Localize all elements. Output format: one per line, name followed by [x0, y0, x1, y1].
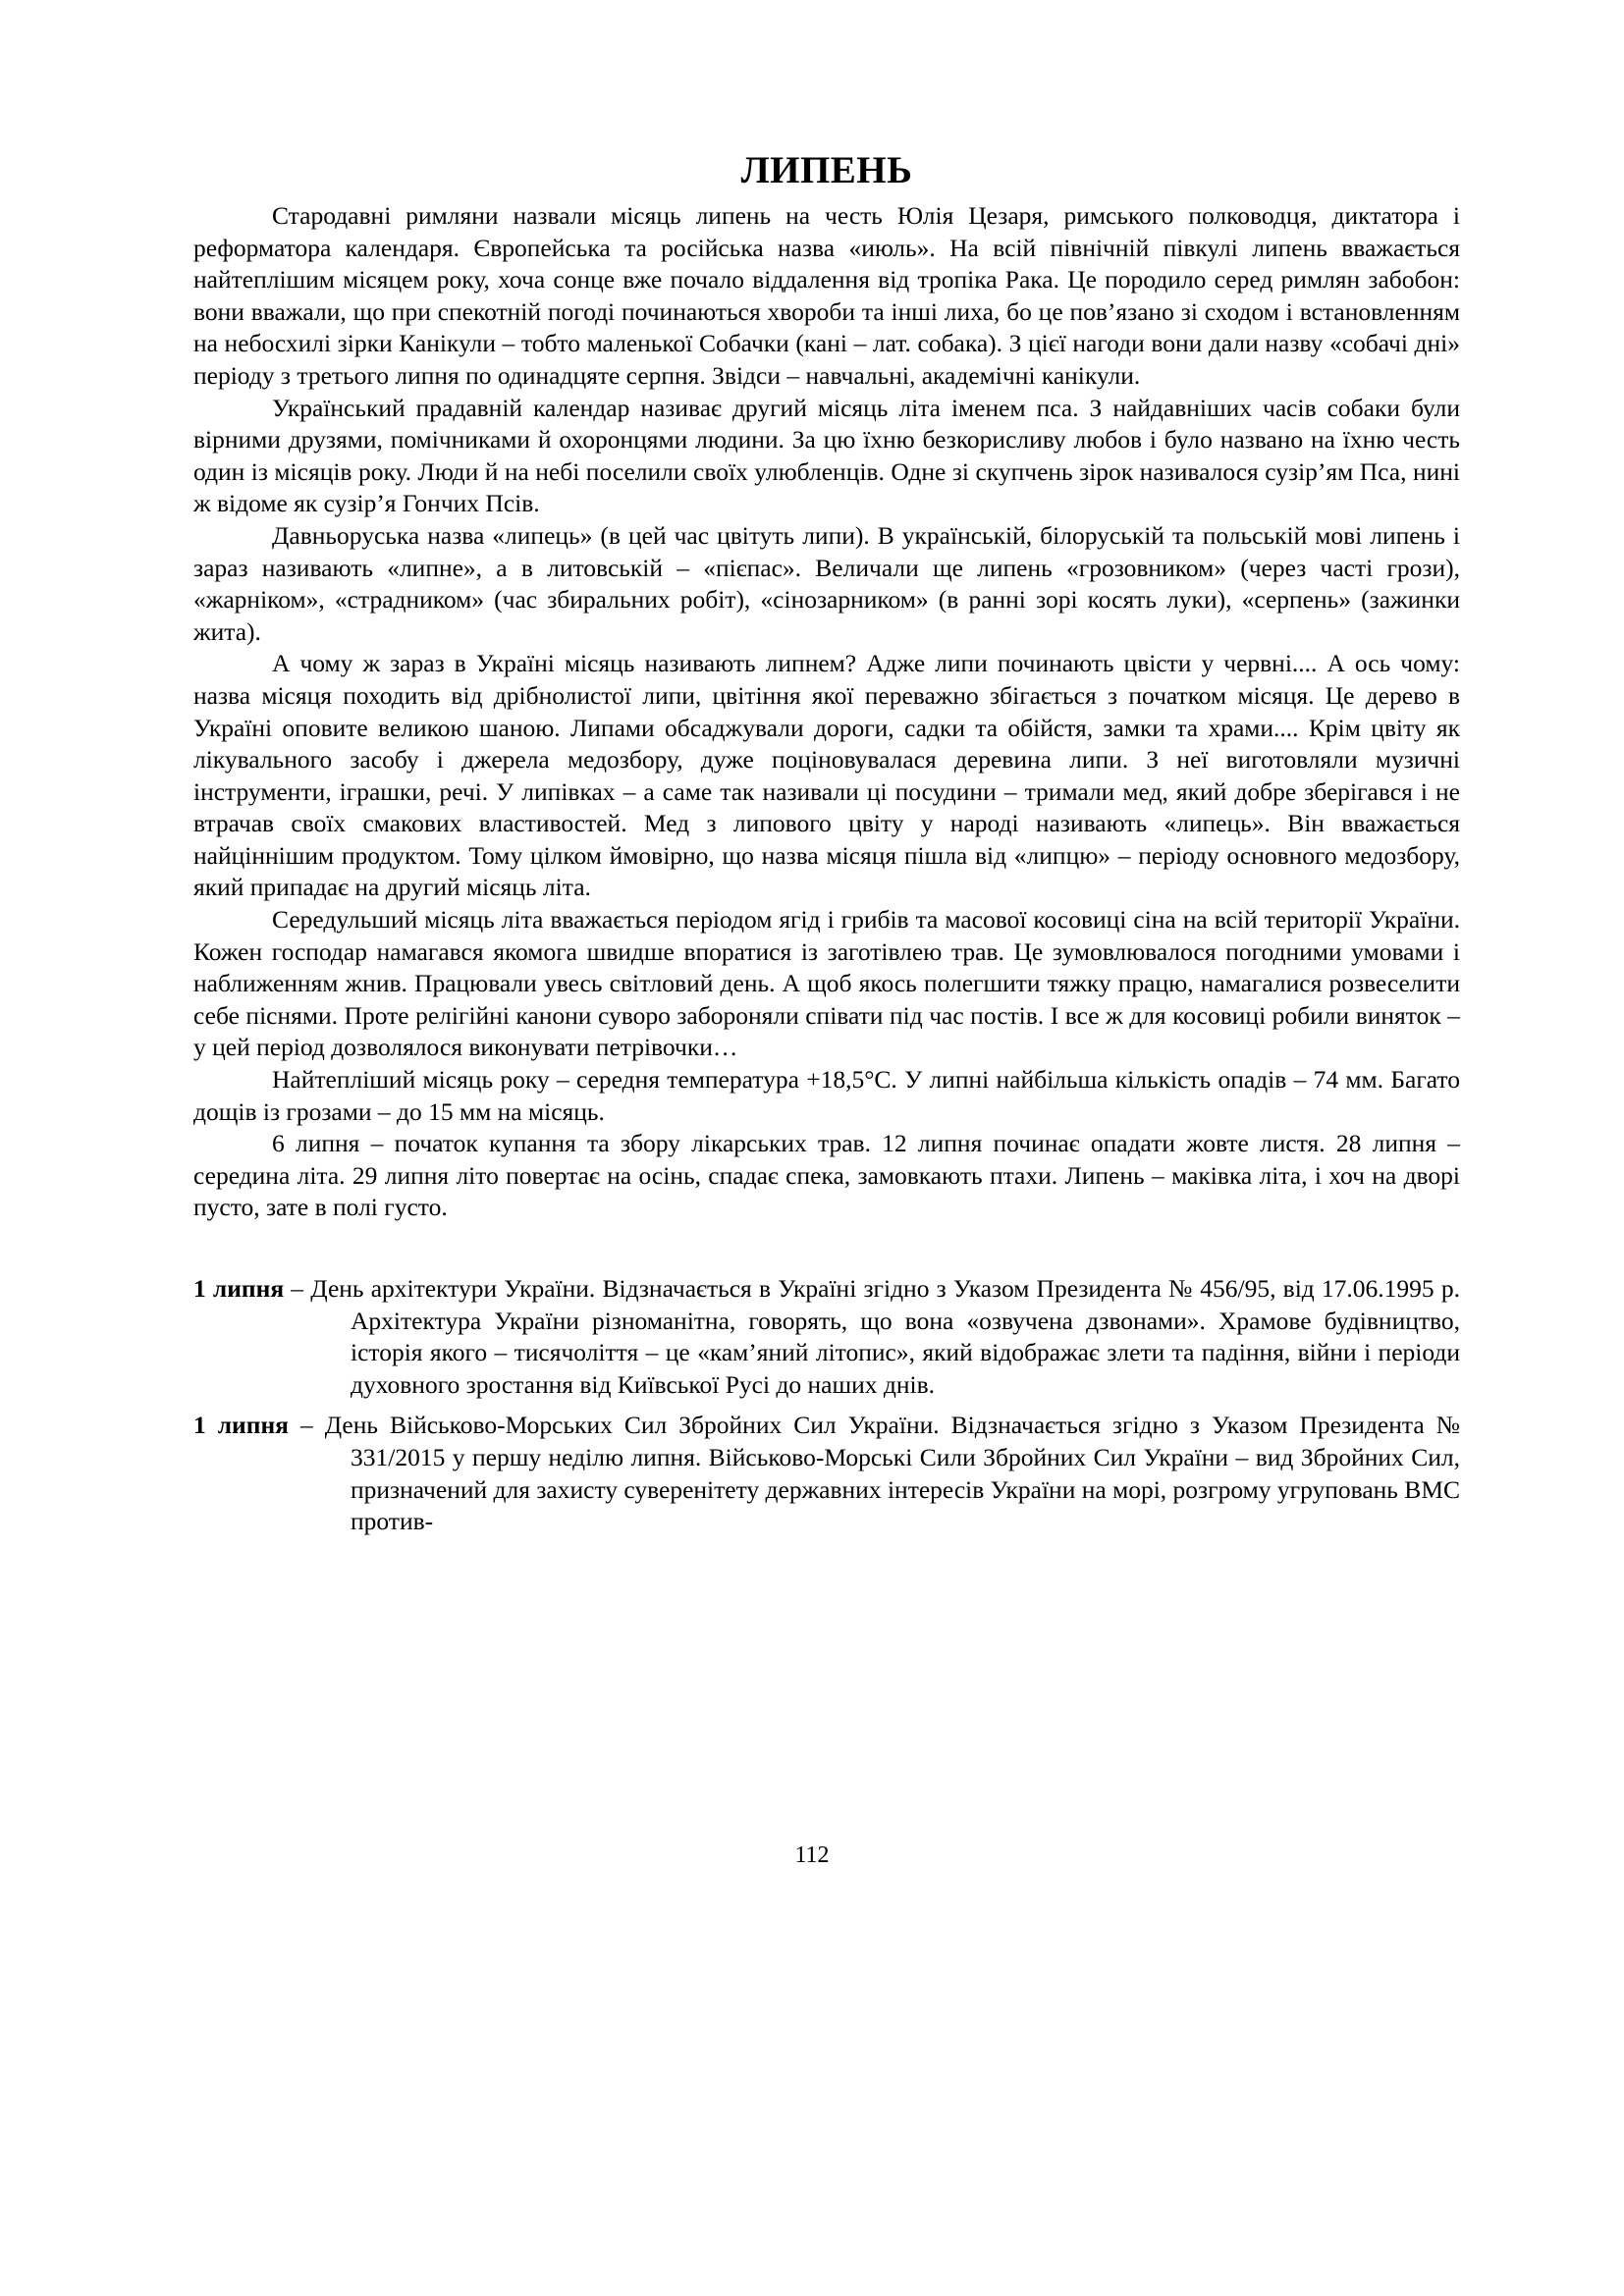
event-text: – День архітектури України. Відзначається в Україні згідно з Указом Президента № 456/95, від 17.06.1995 р. Архітектура України різноманітна, говорять, що вона «озвучена дзвонами». Храмове будівництво, історія якого – тисячоліття – це «кам’яний літопис», який відображає злети та падіння, війни і періоди духовного зростання від Київської Русі до наших днів.: [284, 1274, 1460, 1399]
event-date: 1 липня: [193, 1274, 285, 1303]
intro-paragraph: А чому ж зараз в Україні місяць називають липнем? Адже липи починають цвісти у червні.... А ось чому: назва місяця походить від дрібнолистої липи, цвітіння якої переважно збігається з початком місяця. Це дерево в Україні оповите великою шаною. Липами обсаджували дороги, садки та обійстя, замки та храми.... Крім цвіту як лікувального засобу і джерела медозбору, дуже поціновувалася деревина липи. З неї виготовляли музичні інструменти, іграшки, речі. У липівках – а саме так називали ці посудини – тримали мед, який добре зберігався і не втрачав своїх смакових властивостей. Мед з липового цвіту у народі називають «липець». Він вважається найціннішим продуктом. Тому цілком ймовірно, що назва місяця пішла від «липцю» – періоду основного медозбору, який припадає на другий місяць літа.: [193, 649, 1460, 902]
event-entry: [193, 1273, 1460, 1401]
intro-paragraph: Стародавні римляни назвали місяць липень на честь Юлія Цезаря, римського полководця, диктатора і реформатора календаря. Європейська та російська назва «июль». На всій північній півкулі липень вважається найтеплішим місяцем року, хоча сонце вже почало віддалення від тропіка Рака. Це породило серед римлян забобон: вони вважали, що при спекотній погоді починаються хвороби та інші лиха, бо це пов’язано зі сходом і встановленням на небосхилі зірки Канікули – тобто маленької Собачки (кані – лат. собака). З цієї нагоди вони дали назву «собачі дні» періоду з третього липня по одинадцяте серпня. Звідси – навчальні, академічні канікули.: [193, 201, 1460, 390]
event-text: – День Військово-Морських Сил Збройних Сил України. Відзначається згідно з Указом Президента № 331/2015 у першу неділю липня. Військово-Морські Сили Збройних Сил України – вид Збройних Сил, призначений для захисту суверенітету державних інтересів України на морі, розгрому угруповань ВМС против-: [288, 1411, 1460, 1536]
intro-paragraph: Український прадавній календар називає другий місяць літа іменем пса. З найдавніших часів собаки були вірними друзями, помічниками й охоронцями людини. За цю їхню безкорисливу любов і було названо на їхню честь один із місяців року. Люди й на небі поселили своїх улюбленців. Одне зі скупчень зірок називалося сузір’ям Пса, нині ж відоме як сузір’я Гончих Псів.: [193, 393, 1460, 518]
intro-paragraph: Найтепліший місяць року – середня температура +18,5°С. У липні найбільша кількість опадів – 74 мм. Багато дощів із грозами – до 15 мм на місяць.: [193, 1065, 1460, 1126]
intro-section: [193, 200, 1460, 1224]
intro-paragraph: Давньоруська назва «липець» (в цей час цвітуть липи). В українській, білоруській та польській мові липень і зараз називають «липне», а в литовській – «пієпас». Величали ще липень «грозовником» (через часті грози), «жарніком», «страдником» (час збиральних робіт), «сінозарником» (в ранні зорі косять луки), «серпень» (зажинки жита).: [193, 520, 1460, 646]
page-number: 112: [794, 1842, 830, 1868]
intro-paragraph: Середульший місяць літа вважається періодом ягід і грибів та масової косовиці сіна на всій території України. Кожен господар намагався якомога швидше впоратися із заготівлею трав. Це зумовлювалося погодними умовами і наближенням жнив. Працювали увесь світловий день. А щоб якось полегшити тяжку працю, намагалися розвеселити себе піснями. Проте релігійні канони суворо забороняли співати під час постів. І все ж для косовиці робили виняток – у цей період дозволялося виконувати петрівочки…: [193, 905, 1460, 1062]
event-date: 1 липня: [193, 1411, 289, 1440]
events-list: [193, 1273, 1460, 1538]
intro-paragraph: 6 липня – початок купання та збору лікарських трав. 12 липня починає опадати жовте листя. 28 липня – середина літа. 29 липня літо повертає на осінь, спадає спека, замовкають птахи. Липень – маківка літа, і хоч на дворі пусто, зате в полі густо.: [193, 1129, 1460, 1222]
event-entry: [193, 1410, 1460, 1537]
page-title: ЛИПЕНЬ: [740, 149, 913, 191]
document-page: [193, 147, 1460, 1547]
